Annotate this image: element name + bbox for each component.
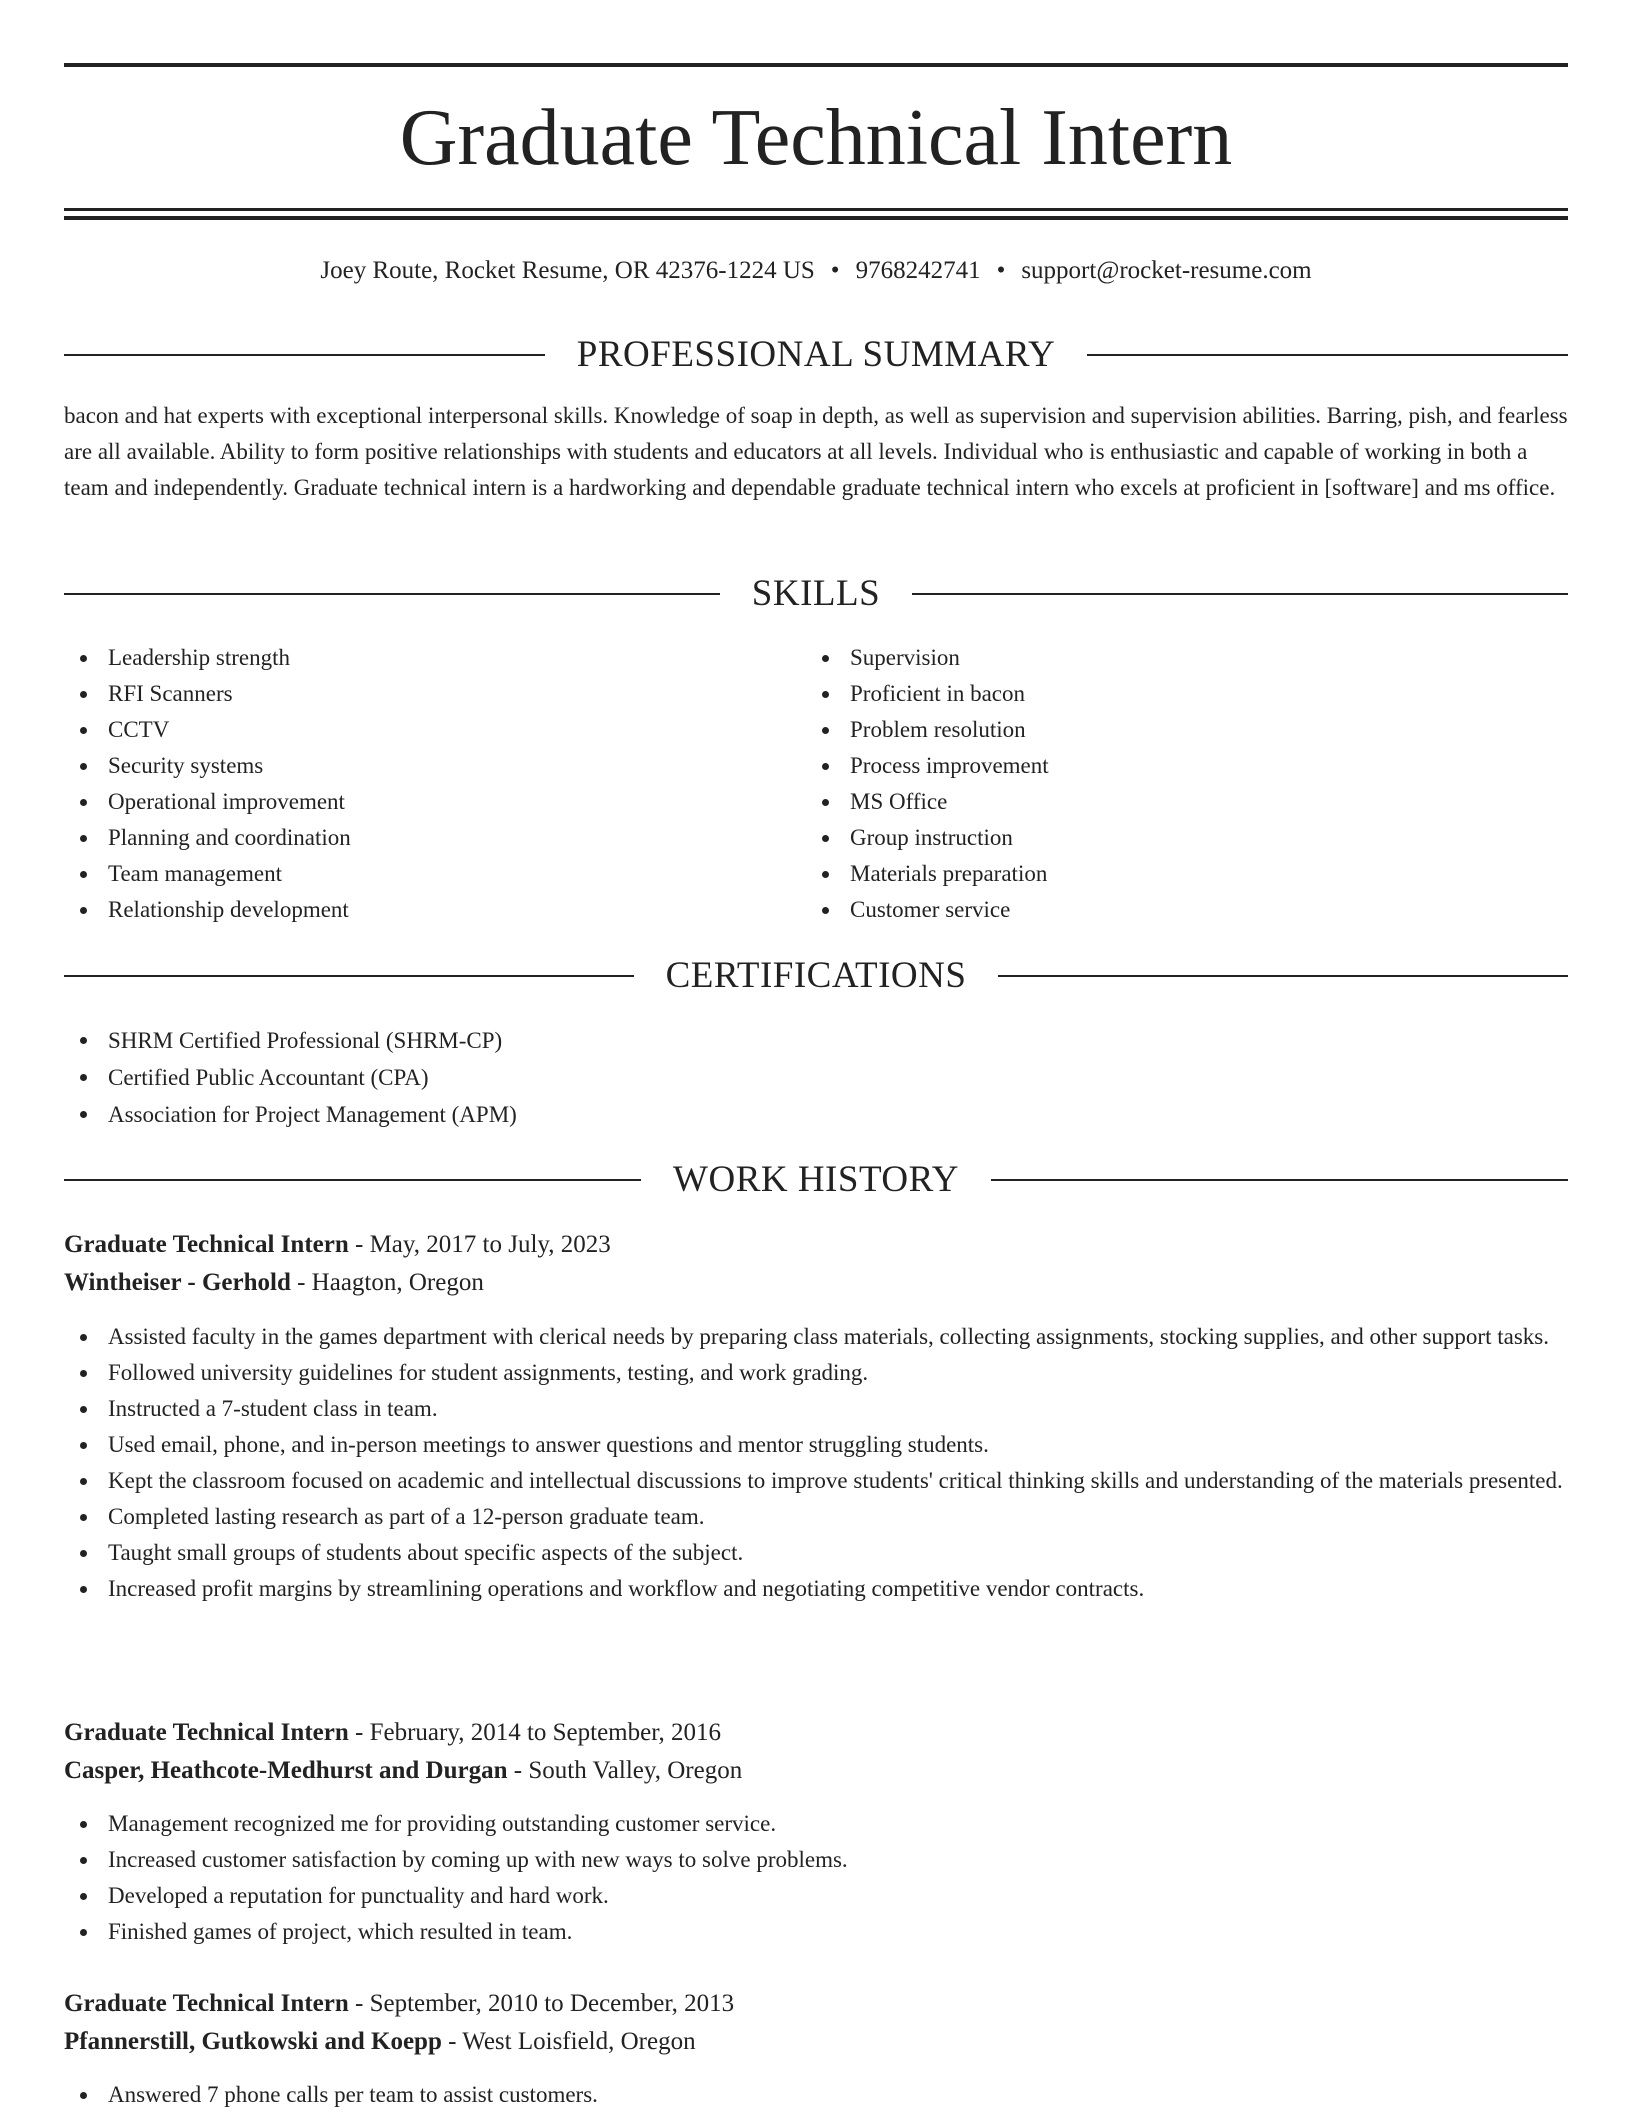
job-dates: - February, 2014 to September, 2016 <box>348 1719 722 1746</box>
section-rule-left <box>64 354 545 356</box>
contact-email: support@rocket-resume.com <box>1021 257 1312 284</box>
job-title: Graduate Technical Intern <box>64 1990 349 2017</box>
section-rule-right <box>991 1179 1568 1181</box>
contact-phone: 9768242741 <box>855 257 981 284</box>
header-top-rule <box>64 63 1568 67</box>
certifications-list <box>64 1022 1568 1133</box>
certification-item: Association for Project Management (APM) <box>64 1096 1568 1133</box>
section-header-summary <box>64 333 1568 377</box>
job-title-line <box>64 1985 1568 2023</box>
contact-separator: • <box>996 257 1006 284</box>
job-company: Casper, Heathcote-Medhurst and Durgan <box>64 1757 508 1784</box>
skill-item: Operational improvement <box>64 784 804 820</box>
job-dates: - September, 2010 to December, 2013 <box>348 1990 735 2017</box>
certification-item: Certified Public Accountant (CPA) <box>64 1059 1568 1096</box>
job-bullet: Instructed a 7-student class in team. <box>64 1391 1568 1427</box>
contact-line <box>64 253 1568 289</box>
section-rule-right <box>1087 354 1568 356</box>
skill-item: Supervision <box>806 640 1566 676</box>
skill-item: Team management <box>64 856 804 892</box>
section-title-summary: PROFESSIONAL SUMMARY <box>576 334 1056 375</box>
job-company: Pfannerstill, Gutkowski and Koepp <box>64 2028 442 2055</box>
section-title-certifications: CERTIFICATIONS <box>665 955 967 996</box>
job-dates: - May, 2017 to July, 2023 <box>348 1231 611 1258</box>
section-rule-left <box>64 593 720 595</box>
section-header-certifications <box>64 954 1568 998</box>
skill-item: Leadership strength <box>64 640 804 676</box>
job-bullet: Taught small groups of students about specific aspects of the subject. <box>64 1535 1568 1571</box>
skills-list-right <box>806 640 1566 928</box>
job-company-line <box>64 2023 1568 2061</box>
skill-item: CCTV <box>64 712 804 748</box>
contact-separator: • <box>830 257 840 284</box>
job-bullet: Kept the classroom focused on academic and intellectual discussions to improve students' critical thinking skills and understanding of the materials presented. <box>64 1463 1568 1499</box>
job-bullet: Finished games of project, which resulted in team. <box>64 1914 1568 1950</box>
skill-item: Group instruction <box>806 820 1566 856</box>
header-double-rule <box>64 208 1568 220</box>
section-rule-right <box>998 975 1568 977</box>
section-title-skills: SKILLS <box>751 573 881 614</box>
job-company-line <box>64 1264 1568 1302</box>
skill-item: Problem resolution <box>806 712 1566 748</box>
job-bullet: Answered 7 phone calls per team to assist customers. <box>64 2077 1568 2113</box>
resume-name: Graduate Technical Intern <box>399 94 1233 182</box>
job-location: - Haagton, Oregon <box>290 1269 484 1296</box>
skill-item: Process improvement <box>806 748 1566 784</box>
job-bullets <box>64 2077 1568 2113</box>
skill-item: Relationship development <box>64 892 804 928</box>
job-location: - West Loisfield, Oregon <box>441 2028 696 2055</box>
skill-item: Proficient in bacon <box>806 676 1566 712</box>
job-bullets <box>64 1319 1568 1607</box>
job-bullet: Used email, phone, and in-person meetings to answer questions and mentor struggling students. <box>64 1427 1568 1463</box>
job-title: Graduate Technical Intern <box>64 1719 349 1746</box>
job-title-line <box>64 1226 1568 1264</box>
certification-item: SHRM Certified Professional (SHRM-CP) <box>64 1022 1568 1059</box>
skill-item: Customer service <box>806 892 1566 928</box>
summary-text: bacon and hat experts with exceptional interpersonal skills. Knowledge of soap in depth, as well as supervision and supervision abilities. Barring, pish, and fearless are all available. Ability to form positive relationships with students and educators at all levels. Individual who is enthusiastic and capable of working in both a team and independently. Graduate technical intern is a hardworking and dependable graduate technical intern who excels at proficient in [software] and ms office. <box>64 403 1568 500</box>
job-bullet: Increased customer satisfaction by coming up with new ways to solve problems. <box>64 1842 1568 1878</box>
section-header-work <box>64 1158 1568 1202</box>
section-rule-right <box>912 593 1568 595</box>
job-bullet: Management recognized me for providing outstanding customer service. <box>64 1806 1568 1842</box>
job-bullet: Followed university guidelines for student assignments, testing, and work grading. <box>64 1355 1568 1391</box>
skill-item: Materials preparation <box>806 856 1566 892</box>
job-bullet: Developed a reputation for punctuality and hard work. <box>64 1878 1568 1914</box>
section-rule-left <box>64 975 634 977</box>
job-bullet: Completed lasting research as part of a 12-person graduate team. <box>64 1499 1568 1535</box>
section-rule-left <box>64 1179 641 1181</box>
job-company-line <box>64 1752 1568 1790</box>
skill-item: Planning and coordination <box>64 820 804 856</box>
job-title: Graduate Technical Intern <box>64 1231 349 1258</box>
section-header-skills <box>64 572 1568 616</box>
skills-list-left <box>64 640 804 928</box>
job-title-line <box>64 1714 1568 1752</box>
job-location: - South Valley, Oregon <box>507 1757 743 1784</box>
job-company: Wintheiser - Gerhold <box>64 1269 291 1296</box>
job-bullets <box>64 1806 1568 1950</box>
skill-item: Security systems <box>64 748 804 784</box>
job-bullet: Assisted faculty in the games department with clerical needs by preparing class materials, collecting assignments, stocking supplies, and other support tasks. <box>64 1319 1568 1355</box>
skill-item: MS Office <box>806 784 1566 820</box>
section-title-work: WORK HISTORY <box>673 1159 959 1200</box>
skill-item: RFI Scanners <box>64 676 804 712</box>
job-bullet: Increased profit margins by streamlining operations and workflow and negotiating competitive vendor contracts. <box>64 1571 1568 1607</box>
contact-address: Joey Route, Rocket Resume, OR 42376-1224 US <box>320 257 815 284</box>
